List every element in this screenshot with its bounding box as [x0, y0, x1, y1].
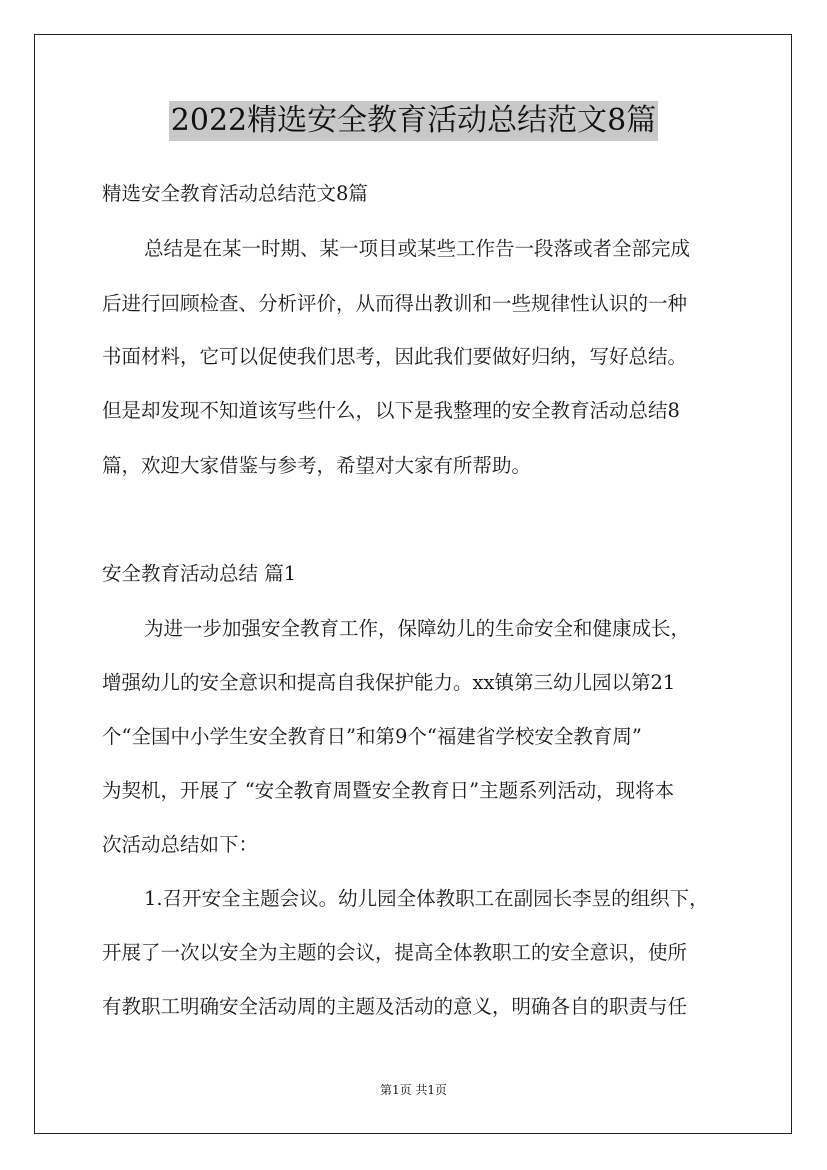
para2-line-2: 开展了一次以安全为主题的会议，提高全体教职工的安全意识，使所 [102, 941, 688, 964]
intro-line-5: 篇，欢迎大家借鉴与参考，希望对大家有所帮助。 [102, 454, 532, 477]
para1-line-3: 个“全国中小学生安全教育日”和第9个“福建省学校安全教育周” [102, 725, 642, 748]
intro-line-2: 后进行回顾检查、分析评价，从而得出教训和一些规律性认识的一种 [102, 292, 688, 315]
intro-line-4: 但是却发现不知道该写些什么，以下是我整理的安全教育活动总结8 [102, 399, 680, 422]
para2-line-3: 有教职工明确安全活动周的主题及活动的意义，明确各自的职责与任 [102, 995, 688, 1018]
document-title: 2022精选安全教育活动总结范文8篇 [169, 101, 658, 141]
title-wrap [0, 101, 827, 141]
section-heading: 安全教育活动总结 篇1 [102, 562, 297, 585]
para2-line-1: 1.召开安全主题会议。幼儿园全体教职工在副园长李昱的组织下， [144, 887, 709, 910]
para1-line-2: 增强幼儿的安全意识和提高自我保护能力。xx镇第三幼儿园以第21 [102, 671, 676, 694]
intro-line-1: 总结是在某一时期、某一项目或某些工作告一段落或者全部完成 [144, 237, 691, 260]
para1-line-4: 为契机，开展了 “安全教育周暨安全教育日”主题系列活动，现将本 [102, 779, 675, 802]
para1-line-1: 为进一步加强安全教育工作，保障幼儿的生命安全和健康成长， [144, 617, 691, 640]
para1-line-5: 次活动总结如下： [102, 833, 259, 856]
intro-line-3: 书面材料，它可以促使我们思考，因此我们要做好归纳，写好总结。 [102, 345, 688, 368]
document-subtitle: 精选安全教育活动总结范文8篇 [102, 182, 368, 205]
page-footer: 第1页 共1页 [379, 1083, 448, 1097]
